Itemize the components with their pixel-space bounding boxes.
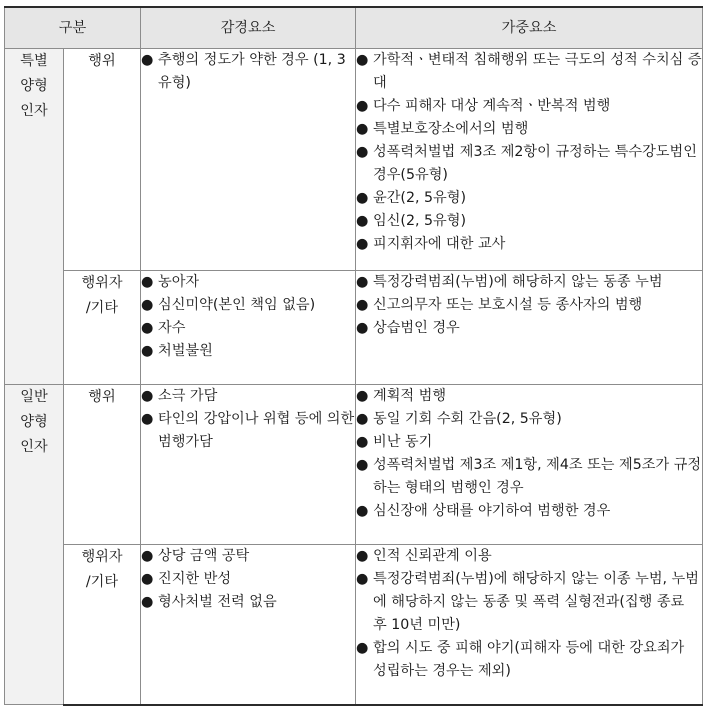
bullet-icon: ●: [356, 571, 369, 587]
bullet-icon: ●: [356, 52, 369, 68]
factor-text: 상당 금액 공탁: [158, 548, 250, 564]
table-row: [5, 49, 703, 271]
list-item: [356, 408, 702, 431]
factor-text: 타인의 강압이나 위협 등에 의한 범행가담: [158, 411, 355, 450]
factor-text: 자수: [158, 320, 186, 336]
factor-text: 윤간(2, 5유형): [373, 190, 466, 206]
list-item: [141, 408, 355, 454]
list-item: [141, 568, 355, 591]
header-row: [5, 7, 703, 49]
factor-text: 계획적 범행: [373, 388, 447, 404]
factor-text: 형사처벌 전력 없음: [158, 594, 277, 610]
list-item: [356, 294, 702, 317]
group-label-line: 특별: [20, 53, 48, 69]
group-label-line: 양형: [20, 414, 48, 430]
mitigating-cell: [141, 545, 356, 705]
sentencing-factors-table: [4, 6, 703, 706]
bullet-icon: ●: [356, 121, 369, 137]
factor-text: 심신미약(본인 책임 없음): [158, 297, 316, 313]
header-mitigating: 감경요소: [141, 7, 356, 49]
factor-text: 특정강력범죄(누범)에 해당하지 않는 동종 누범: [373, 274, 663, 290]
list-item: [356, 271, 702, 294]
factor-text: 성폭력처벌법 제3조 제1항, 제4조 또는 제5조가 규정하는 형태의 범행인 경우: [373, 457, 702, 496]
subcategory-label-line: 행위: [88, 53, 116, 69]
list-item: [356, 454, 702, 500]
bullet-icon: ●: [356, 388, 369, 404]
bullet-icon: ●: [141, 297, 154, 313]
subcategory-label-line: 행위: [88, 389, 116, 405]
list-item: [356, 141, 702, 187]
group-label-line: 인자: [20, 439, 48, 455]
list-item: [141, 591, 355, 614]
list-item: [141, 340, 355, 363]
factor-text: 다수 피해자 대상 계속적ㆍ반복적 범행: [373, 98, 611, 114]
list-item: [356, 49, 702, 95]
list-item: [141, 317, 355, 340]
list-item: [356, 317, 702, 340]
table-row: [5, 385, 703, 545]
factor-text: 인적 신뢰관계 이용: [373, 548, 492, 564]
factor-text: 소극 가담: [158, 388, 218, 404]
bullet-icon: ●: [356, 411, 369, 427]
bullet-icon: ●: [356, 236, 369, 252]
mitigating-cell: [141, 385, 356, 545]
bullet-icon: ●: [141, 571, 154, 587]
factor-text: 성폭력처벌법 제3조 제2항이 규정하는 특수강도범인 경우(5유형): [373, 144, 697, 183]
list-item: [141, 385, 355, 408]
group-label-line: 양형: [20, 78, 48, 94]
list-item: [356, 500, 702, 523]
list-item: [356, 118, 702, 141]
header-aggravating: 가중요소: [356, 7, 703, 49]
aggravating-cell: [356, 385, 703, 545]
bullet-icon: ●: [356, 640, 369, 656]
bullet-icon: ●: [356, 98, 369, 114]
list-item: [141, 271, 355, 294]
group-general: [5, 385, 64, 705]
bullet-icon: ●: [141, 320, 154, 336]
subcategory-label-line: /기타: [85, 300, 119, 316]
bullet-icon: ●: [356, 213, 369, 229]
factor-text: 진지한 반성: [158, 571, 232, 587]
factor-text: 처벌불원: [158, 343, 213, 359]
factor-text: 심신장애 상태를 야기하여 범행한 경우: [373, 503, 611, 519]
list-item: [356, 187, 702, 210]
bullet-icon: ●: [356, 274, 369, 290]
list-item: [141, 545, 355, 568]
list-item: [356, 568, 702, 637]
header-category: 구분: [5, 7, 141, 49]
list-item: [356, 545, 702, 568]
bullet-icon: ●: [356, 434, 369, 450]
bullet-icon: ●: [141, 388, 154, 404]
factor-text: 특별보호장소에서의 범행: [373, 121, 529, 137]
subcategory-cell: [64, 385, 141, 545]
subcategory-label-line: 행위자: [81, 275, 123, 291]
bullet-icon: ●: [356, 297, 369, 313]
bullet-icon: ●: [141, 594, 154, 610]
factor-text: 동일 기회 수회 간음(2, 5유형): [373, 411, 562, 427]
list-item: [356, 210, 702, 233]
table-row: [5, 545, 703, 705]
factor-text: 상습범인 경우: [373, 320, 460, 336]
list-item: [141, 294, 355, 317]
list-item: [356, 637, 702, 683]
bullet-icon: ●: [141, 343, 154, 359]
factor-text: 추행의 정도가 약한 경우 (1, 3유형): [158, 52, 346, 91]
mitigating-cell: [141, 49, 356, 271]
bullet-icon: ●: [356, 503, 369, 519]
subcategory-cell: [64, 271, 141, 385]
bullet-icon: ●: [141, 548, 154, 564]
bullet-icon: ●: [356, 457, 369, 473]
factor-text: 농아자: [158, 274, 200, 290]
bullet-icon: ●: [356, 190, 369, 206]
list-item: [356, 233, 702, 256]
factor-text: 가학적ㆍ변태적 침해행위 또는 극도의 성적 수치심 증대: [373, 52, 702, 91]
aggravating-cell: [356, 271, 703, 385]
factor-text: 합의 시도 중 피해 야기(피해자 등에 대한 강요죄가 성립하는 경우는 제외): [373, 640, 685, 679]
factor-text: 임신(2, 5유형): [373, 213, 466, 229]
group-label-line: 일반: [20, 389, 48, 405]
factor-text: 비난 동기: [373, 434, 433, 450]
subcategory-cell: [64, 49, 141, 271]
bullet-icon: ●: [141, 274, 154, 290]
list-item: [356, 95, 702, 118]
bullet-icon: ●: [356, 320, 369, 336]
subcategory-label-line: 행위자: [81, 549, 123, 565]
table-row: [5, 271, 703, 385]
factor-text: 피지휘자에 대한 교사: [373, 236, 506, 252]
bullet-icon: ●: [141, 411, 154, 427]
list-item: [356, 431, 702, 454]
subcategory-cell: [64, 545, 141, 705]
mitigating-cell: [141, 271, 356, 385]
bullet-icon: ●: [356, 144, 369, 160]
list-item: [356, 385, 702, 408]
aggravating-cell: [356, 49, 703, 271]
bullet-icon: ●: [141, 52, 154, 68]
factor-text: 특정강력범죄(누범)에 해당하지 않는 이종 누범, 누범에 해당하지 않는 동종 및 폭력 실형전과(집행 종료 후 10년 미만): [373, 571, 699, 633]
group-special: [5, 49, 64, 385]
list-item: [141, 49, 355, 95]
aggravating-cell: [356, 545, 703, 705]
subcategory-label-line: /기타: [85, 574, 119, 590]
group-label-line: 인자: [20, 103, 48, 119]
factor-text: 신고의무자 또는 보호시설 등 종사자의 범행: [373, 297, 643, 313]
bullet-icon: ●: [356, 548, 369, 564]
